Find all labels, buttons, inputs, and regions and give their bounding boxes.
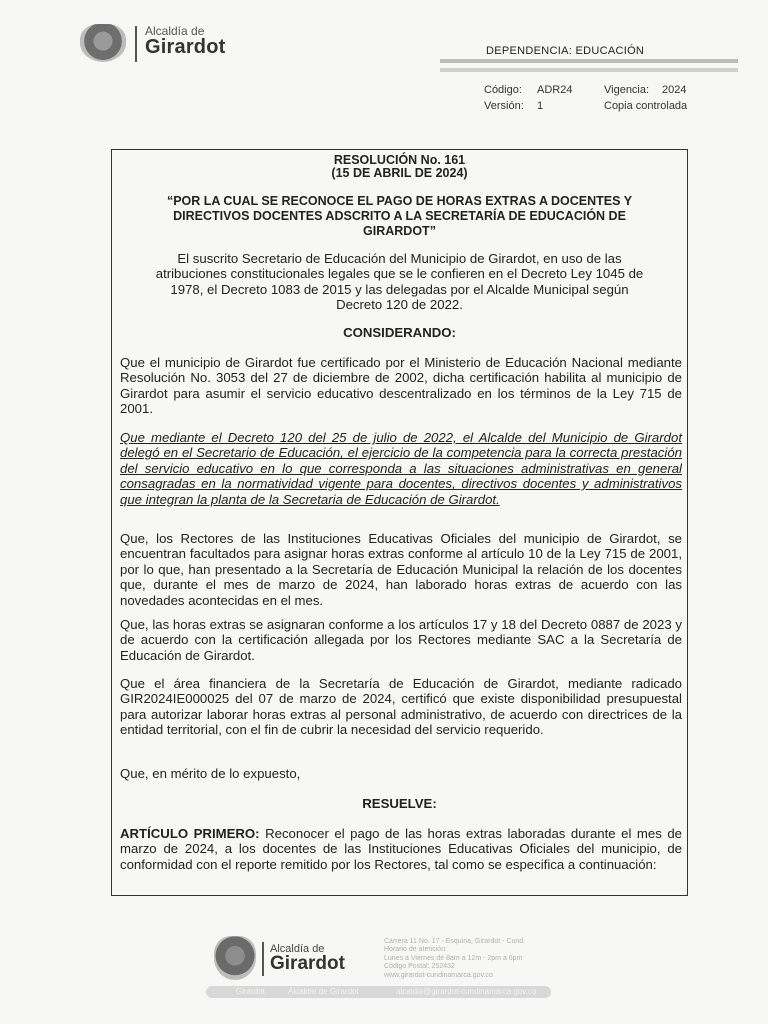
vigencia-value: 2024 [662,84,687,96]
version-label: Versión: [484,100,524,112]
vigencia-label: Vigencia: [604,84,650,96]
resolution-date: (15 DE ABRIL DE 2024) [331,166,468,180]
footer-coat-of-arms-icon [214,936,256,980]
footer-brand-small: Alcaldía de [270,943,325,955]
considerando-heading: CONSIDERANDO: [343,325,456,340]
codigo-label: Código: [484,84,522,96]
footer-postal: Código Postal: 252432 [384,963,455,971]
copia-controlada: Copia controlada [604,100,688,112]
brand-small: Alcaldía de [145,24,205,38]
paragraph-decreto-delegacion: Que mediante el Decreto 120 del 25 de julio de 2022, el Alcalde del Municipio de Girardot delegó en el Secretario de Educación, el ejercicio de la competencia para la correcta prestación del servicio educativo en lo que corresponda a las situaciones administrativas en general consagradas en la normatividad vigente para docentes, directivos docentes y administrativos que integran la planta de la Secretaria de Educación de Girardot. [120,430,682,507]
footer-social-strip [206,986,551,998]
articulo-primero [120,826,682,872]
intro-line-4: Decreto 120 de 2022. [336,297,463,312]
footer-brand-name: Girardot [270,953,345,974]
footer-website: www.girardot-cundinamarca.gov.co [384,971,493,979]
header-rule [440,59,738,63]
footer-social-1: Girardot [236,987,265,996]
title-line-1: “POR LA CUAL SE RECONOCE EL PAGO DE HORAS EXTRAS A DOCENTES Y [166,194,633,208]
dependency-label: DEPENDENCIA: EDUCACIÓN [486,45,645,57]
paragraph-rectores: Que, los Rectores de las Instituciones Educativas Oficiales del municipio de Girardot, se encuentran facultados para asignar horas extras conforme al artículo 10 de la Ley 715 de 2001, por lo que, han presentado a la Secretaría de Educación Municipal la relación de los docentes que, durante el mes de marzo de 2024, han laborado horas extras de acuerdo con las novedades acontecidas en el mes. [120,531,682,608]
intro-line-3: 1978, el Decreto 1083 de 2015 y las delegadas por el Alcalde Municipal según [170,282,629,297]
coat-of-arms-icon [80,24,126,62]
intro-line-1: El suscrito Secretario de Educación del Municipio de Girardot, en uso de las [177,251,622,266]
footer-email: alcaldia@girardot-cundinamarca.gov.co [396,987,537,996]
title-line-2: DIRECTIVOS DOCENTES ADSCRITO A LA SECRETARÍA DE EDUCACIÓN DE [173,209,626,223]
intro-line-2: atribuciones constitucionales legales que se le confieren en el Decreto Ley 1045 de [155,266,644,281]
footer-contact-info [384,938,554,980]
logo-divider [135,26,137,62]
articulo-label: ARTÍCULO PRIMERO: [120,826,260,841]
codigo-value: ADR24 [537,84,573,96]
footer-address: Carrera 11 No. 17 - Esquina, Girardot - Cund. [384,938,526,945]
paragraph-asignacion: Que, las horas extras se asignaran conforme a los artículos 17 y 18 del Decreto 0887 de 2023 y de acuerdo con la certificación allegada por los Rectores mediante SAC a la Secretaría de Educación de Girardot. [120,617,682,663]
footer-hours: Lunes a Viernes de 8am a 12m - 2pm a 6pm [384,954,523,962]
version-value: 1 [537,100,544,112]
footer-divider [262,942,264,976]
title-line-3: GIRARDOT” [363,224,436,238]
footer-hours-label: Horario de atención: [384,946,448,954]
resolution-number: RESOLUCIÓN No. 161 [333,153,466,167]
paragraph-financiera: Que el área financiera de la Secretaría de Educación de Girardot, mediante radicado GIR2024IE000025 del 07 de marzo de 2024, certificó que existe disponibilidad presupuestal para autorizar laborar horas extras al personal administrativo, de acuerdo con directrices de la entidad territorial, con el fin de cubrir la necesidad del servicio requerido. [120,676,682,738]
paragraph-merito: Que, en mérito de lo expuesto, [120,766,301,781]
resuelve-heading: RESUELVE: [362,796,437,811]
articulo-text: Reconocer el pago de las horas extras laboradas durante el mes de marzo de 2024, a los docentes de las Instituciones Educativas Oficiales del municipio, de conformidad con el reporte remitido por los Rectores, tal como se especifica a continuación: [120,826,682,872]
brand-name: Girardot [145,36,226,58]
header-rule-secondary [440,68,738,72]
paragraph-certificacion: Que el municipio de Girardot fue certificado por el Ministerio de Educación Nacional mediante Resolución No. 3053 del 27 de diciembre de 2002, dicha certificación habilita al municipio de Girardot para asumir el servicio educativo descentralizado en los términos de la Ley 715 de 2001. [120,355,682,417]
footer-social-2: Alcaldía de Girardot [288,987,359,996]
